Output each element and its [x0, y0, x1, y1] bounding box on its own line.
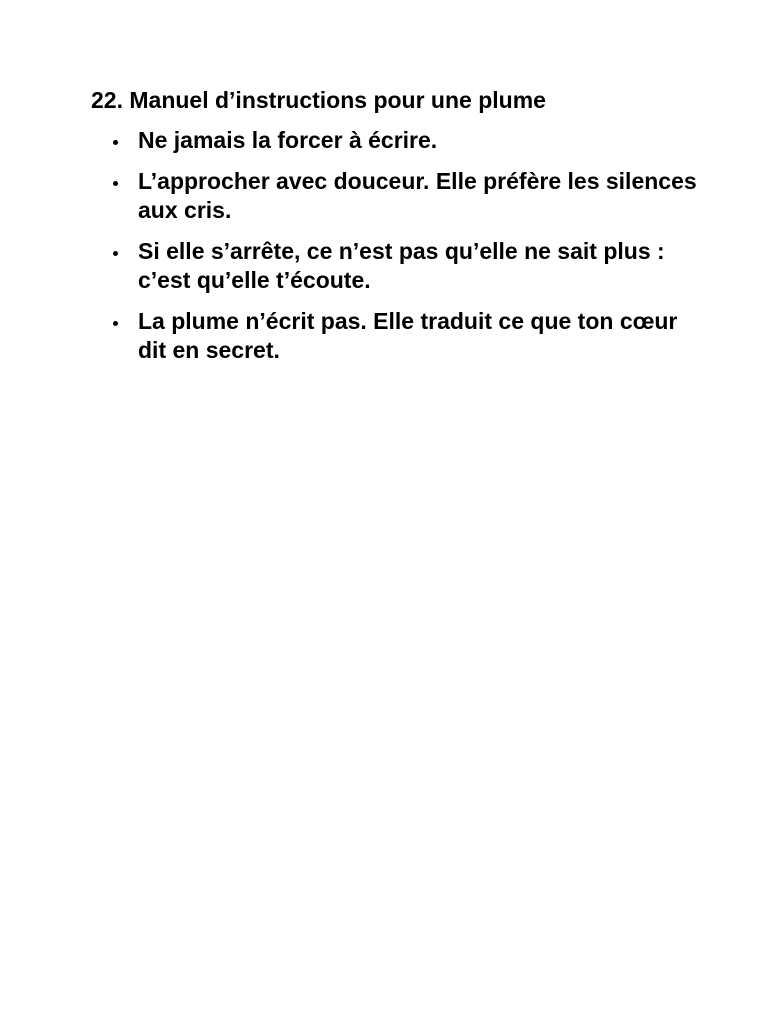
- bullet-icon: [113, 251, 118, 256]
- title-number: 22.: [91, 87, 123, 113]
- bullet-icon: [113, 181, 118, 186]
- instruction-list: [111, 126, 711, 377]
- page-title: [91, 86, 546, 114]
- bullet-icon: [113, 140, 118, 145]
- list-item: [111, 307, 711, 365]
- list-item-text: Si elle s’arrête, ce n’est pas qu’elle ne sait plus : c’est qu’elle t’écoute.: [138, 238, 665, 293]
- list-item-text: L’approcher avec douceur. Elle préfère les silences aux cris.: [138, 168, 697, 223]
- list-item-text: La plume n’écrit pas. Elle traduit ce que ton cœur dit en secret.: [138, 308, 678, 363]
- list-item: [111, 167, 711, 225]
- title-text: Manuel d’instructions pour une plume: [129, 87, 546, 113]
- list-item: [111, 126, 711, 155]
- list-item-text: Ne jamais la forcer à écrire.: [138, 127, 438, 153]
- list-item: [111, 237, 711, 295]
- bullet-icon: [113, 321, 118, 326]
